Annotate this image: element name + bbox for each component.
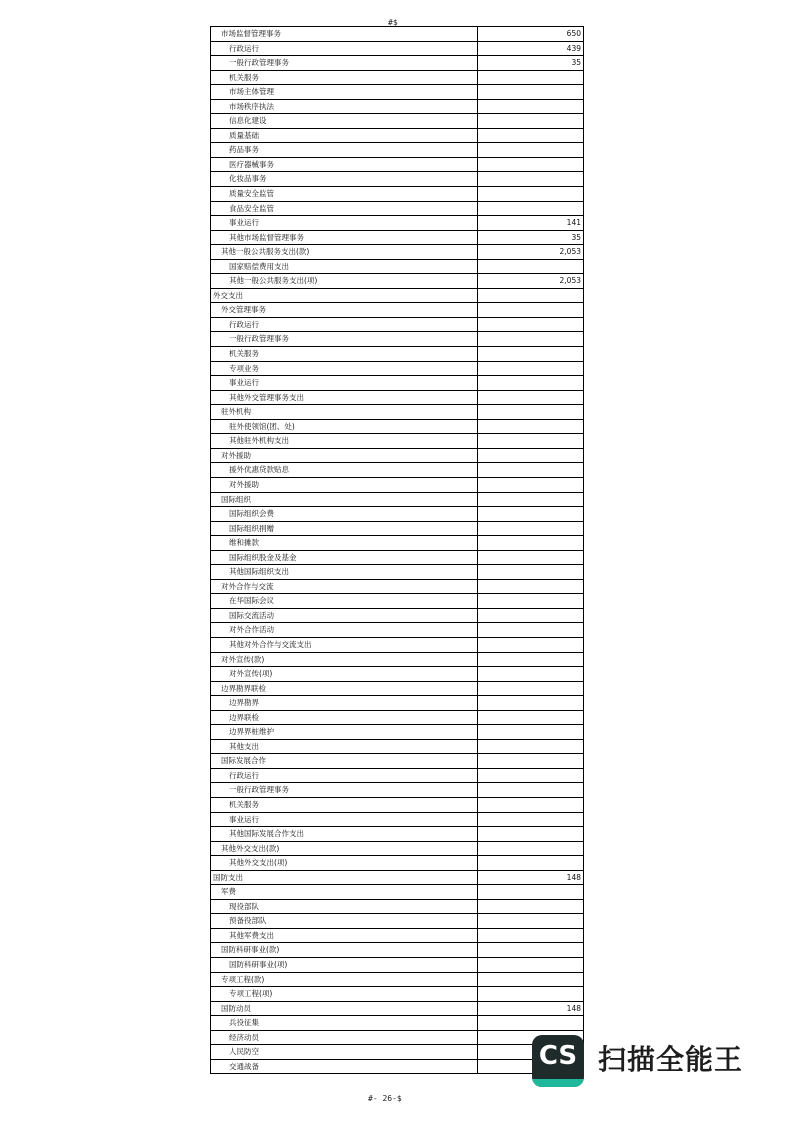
- row-label: 事业运行: [211, 376, 478, 390]
- row-label: 一般行政管理事务: [211, 56, 478, 70]
- row-label: 外交管理事务: [211, 303, 478, 317]
- row-label: 行政运行: [211, 42, 478, 56]
- table-row: [211, 522, 583, 537]
- table-row: [211, 260, 583, 275]
- row-value: [478, 85, 583, 99]
- table-row: [211, 449, 583, 464]
- row-label: 对外援助: [211, 478, 478, 492]
- row-value: [478, 551, 583, 565]
- table-row: [211, 565, 583, 580]
- row-value: [478, 463, 583, 477]
- row-value: [478, 827, 583, 841]
- row-value: [478, 420, 583, 434]
- row-value: [478, 493, 583, 507]
- row-label: 其他一般公共服务支出(项): [211, 274, 478, 288]
- table-row: [211, 71, 583, 86]
- row-value: [478, 856, 583, 870]
- table-row: [211, 711, 583, 726]
- row-value: [478, 885, 583, 899]
- row-label: 事业运行: [211, 813, 478, 827]
- row-label: 行政运行: [211, 318, 478, 332]
- table-row: [211, 478, 583, 493]
- row-label: 边界勘界: [211, 696, 478, 710]
- table-row: [211, 827, 583, 842]
- table-row: [211, 463, 583, 478]
- row-label: 专项工程(项): [211, 987, 478, 1001]
- row-label: 对外宣传(款): [211, 653, 478, 667]
- table-row: [211, 1060, 583, 1075]
- row-value: [478, 740, 583, 754]
- row-value: [478, 303, 583, 317]
- row-value: 141: [566, 218, 581, 228]
- table-row: [211, 27, 583, 42]
- row-label: 其他国际组织支出: [211, 565, 478, 579]
- row-label: 国际组织: [211, 493, 478, 507]
- row-label: 信息化建设: [211, 114, 478, 128]
- row-label: 国防动员: [211, 1002, 478, 1016]
- row-label: 市场主体管理: [211, 85, 478, 99]
- row-value: [478, 798, 583, 812]
- table-row: [211, 434, 583, 449]
- row-label: 药品事务: [211, 143, 478, 157]
- row-value: [478, 711, 583, 725]
- table-row: [211, 100, 583, 115]
- row-value: 2,053: [559, 276, 581, 286]
- table-row: [211, 216, 583, 231]
- row-value: [478, 754, 583, 768]
- row-label: 在华国际会议: [211, 594, 478, 608]
- table-row: [211, 609, 583, 624]
- table-row: [211, 885, 583, 900]
- row-value: [478, 202, 583, 216]
- row-value: [478, 522, 583, 536]
- row-label: 驻外使领馆(团、处): [211, 420, 478, 434]
- row-value: 148: [566, 1003, 581, 1013]
- row-value: [478, 158, 583, 172]
- row-label: 边界勘界联检: [211, 682, 478, 696]
- table-row: [211, 187, 583, 202]
- row-label: 对外援助: [211, 449, 478, 463]
- table-row: [211, 289, 583, 304]
- row-value: [478, 682, 583, 696]
- table-row: [211, 274, 583, 289]
- row-label: 质量安全监管: [211, 187, 478, 201]
- row-value: [478, 172, 583, 186]
- row-label: 其他一般公共服务支出(款): [211, 245, 478, 259]
- row-value: [478, 143, 583, 157]
- table-row: [211, 391, 583, 406]
- table-row: [211, 696, 583, 711]
- table-row: [211, 740, 583, 755]
- row-value: [478, 449, 583, 463]
- table-row: [211, 551, 583, 566]
- row-value: [478, 958, 583, 972]
- row-value: 35: [571, 232, 581, 242]
- table-row: [211, 842, 583, 857]
- row-value: [478, 260, 583, 274]
- row-label: 国防支出: [211, 871, 478, 885]
- row-label: 军费: [211, 885, 478, 899]
- table-row: [211, 653, 583, 668]
- row-value: 35: [571, 58, 581, 68]
- scanner-logo: [532, 1035, 584, 1087]
- row-label: 食品安全监管: [211, 202, 478, 216]
- row-label: 机关服务: [211, 798, 478, 812]
- table-row: [211, 798, 583, 813]
- table-row: [211, 507, 583, 522]
- scanner-watermark: [532, 1035, 785, 1087]
- table-row: [211, 973, 583, 988]
- row-value: [478, 434, 583, 448]
- row-value: [478, 987, 583, 1001]
- table-row: [211, 769, 583, 784]
- row-value: 439: [566, 43, 581, 53]
- table-row: [211, 754, 583, 769]
- scanner-logo-text: CS: [538, 1041, 578, 1071]
- table-row: [211, 56, 583, 71]
- row-value: [478, 478, 583, 492]
- row-value: [478, 129, 583, 143]
- row-label: 事业运行: [211, 216, 478, 230]
- row-label: 化妆品事务: [211, 172, 478, 186]
- row-label: 预备役部队: [211, 914, 478, 928]
- row-value: [478, 725, 583, 739]
- table-row: [211, 114, 583, 129]
- row-label: 国际发展合作: [211, 754, 478, 768]
- table-row: [211, 914, 583, 929]
- table-row: [211, 493, 583, 508]
- page-number: #- 26-$: [368, 1094, 402, 1103]
- row-label: 国际组织会费: [211, 507, 478, 521]
- table-row: [211, 1002, 583, 1017]
- row-label: 对外合作活动: [211, 623, 478, 637]
- row-value: [478, 623, 583, 637]
- row-value: [478, 507, 583, 521]
- row-value: [478, 943, 583, 957]
- table-row: [211, 405, 583, 420]
- table-row: [211, 376, 583, 391]
- table-row: [211, 362, 583, 377]
- table-row: [211, 1016, 583, 1031]
- row-value: [478, 71, 583, 85]
- row-label: 一般行政管理事务: [211, 783, 478, 797]
- row-value: 650: [566, 29, 581, 38]
- row-label: 援外优惠贷款贴息: [211, 463, 478, 477]
- row-label: 其他国际发展合作支出: [211, 827, 478, 841]
- row-label: 专项工程(款): [211, 973, 478, 987]
- row-label: 国际组织捐赠: [211, 522, 478, 536]
- row-label: 边界界桩维护: [211, 725, 478, 739]
- row-label: 经济动员: [211, 1031, 478, 1045]
- table-row: [211, 943, 583, 958]
- row-value: [478, 565, 583, 579]
- row-value: [478, 347, 583, 361]
- row-value: [478, 376, 583, 390]
- row-label: 其他市场监督管理事务: [211, 231, 478, 245]
- row-label: 其他外交管理事务支出: [211, 391, 478, 405]
- row-value: [478, 638, 583, 652]
- table-row: [211, 725, 583, 740]
- row-label: 其他外交支出(项): [211, 856, 478, 870]
- table-row: [211, 231, 583, 246]
- row-value: [478, 100, 583, 114]
- row-label: 机关服务: [211, 71, 478, 85]
- row-value: [478, 667, 583, 681]
- table-row: [211, 783, 583, 798]
- row-value: [478, 973, 583, 987]
- table-row: [211, 245, 583, 260]
- row-value: [478, 653, 583, 667]
- table-row: [211, 900, 583, 915]
- row-value: [478, 900, 583, 914]
- row-label: 国家赔偿费用支出: [211, 260, 478, 274]
- table-row: [211, 536, 583, 551]
- row-value: [478, 362, 583, 376]
- row-value: [478, 783, 583, 797]
- table-row: [211, 594, 583, 609]
- table-row: [211, 172, 583, 187]
- row-label: 国际交流活动: [211, 609, 478, 623]
- table-row: [211, 85, 583, 100]
- row-label: 边界联检: [211, 711, 478, 725]
- row-label: 市场秩序执法: [211, 100, 478, 114]
- row-value: [478, 391, 583, 405]
- row-label: 其他外交支出(款): [211, 842, 478, 856]
- row-value: [478, 914, 583, 928]
- top-mark: #$: [388, 18, 398, 27]
- row-label: 其他驻外机构支出: [211, 434, 478, 448]
- row-label: 专项业务: [211, 362, 478, 376]
- table-row: [211, 667, 583, 682]
- scanner-logo-stripe: [532, 1079, 584, 1087]
- row-value: [478, 769, 583, 783]
- row-label: 机关服务: [211, 347, 478, 361]
- row-value: [478, 813, 583, 827]
- row-value: [478, 318, 583, 332]
- table-row: [211, 303, 583, 318]
- table-row: [211, 638, 583, 653]
- table-row: [211, 158, 583, 173]
- row-label: 一般行政管理事务: [211, 332, 478, 346]
- row-label: 交通战备: [211, 1060, 478, 1074]
- row-label: 质量基础: [211, 129, 478, 143]
- row-value: [478, 536, 583, 550]
- table-row: [211, 958, 583, 973]
- scanner-app-name: 扫描全能王: [598, 1043, 744, 1076]
- row-label: 外交支出: [211, 289, 478, 303]
- budget-table: [210, 26, 584, 1074]
- table-row: [211, 871, 583, 886]
- table-row: [211, 332, 583, 347]
- row-value: [478, 1016, 583, 1030]
- row-label: 其他对外合作与交流支出: [211, 638, 478, 652]
- table-row: [211, 987, 583, 1002]
- row-label: 对外宣传(项): [211, 667, 478, 681]
- row-label: 维和摊款: [211, 536, 478, 550]
- table-row: [211, 42, 583, 57]
- row-value: 2,053: [559, 247, 581, 257]
- row-label: 人民防空: [211, 1045, 478, 1059]
- table-row: [211, 856, 583, 871]
- table-row: [211, 420, 583, 435]
- row-value: [478, 580, 583, 594]
- row-label: 其他军费支出: [211, 929, 478, 943]
- row-value: [478, 842, 583, 856]
- row-label: 驻外机构: [211, 405, 478, 419]
- row-value: [478, 187, 583, 201]
- row-value: [478, 405, 583, 419]
- row-label: 行政运行: [211, 769, 478, 783]
- row-value: 148: [566, 872, 581, 882]
- row-value: [478, 289, 583, 303]
- table-row: [211, 202, 583, 217]
- row-label: 国防科研事业(项): [211, 958, 478, 972]
- row-label: 兵役征集: [211, 1016, 478, 1030]
- row-label: 医疗器械事务: [211, 158, 478, 172]
- table-row: [211, 129, 583, 144]
- table-row: [211, 929, 583, 944]
- row-value: [478, 594, 583, 608]
- table-row: [211, 682, 583, 697]
- row-label: 国防科研事业(款): [211, 943, 478, 957]
- row-value: [478, 929, 583, 943]
- table-row: [211, 1045, 583, 1060]
- table-row: [211, 580, 583, 595]
- table-row: [211, 347, 583, 362]
- row-value: [478, 114, 583, 128]
- row-label: 对外合作与交流: [211, 580, 478, 594]
- row-label: 其他支出: [211, 740, 478, 754]
- table-row: [211, 318, 583, 333]
- table-row: [211, 143, 583, 158]
- row-label: 国际组织股金及基金: [211, 551, 478, 565]
- row-value: [478, 696, 583, 710]
- row-label: 市场监督管理事务: [211, 27, 478, 41]
- row-label: 现役部队: [211, 900, 478, 914]
- table-row: [211, 1031, 583, 1046]
- table-row: [211, 623, 583, 638]
- table-row: [211, 813, 583, 828]
- row-value: [478, 332, 583, 346]
- row-value: [478, 609, 583, 623]
